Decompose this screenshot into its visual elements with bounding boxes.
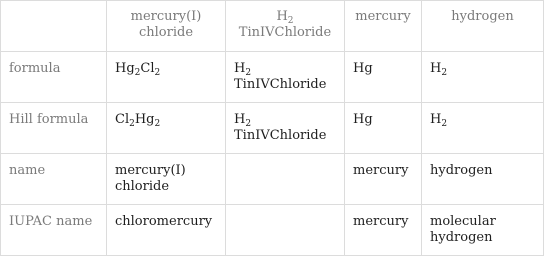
table-row: [1, 52, 544, 103]
column-header-h2-tinivchloride: [226, 1, 345, 52]
column-header-label-rest: TinIVChloride: [238, 25, 332, 40]
column-header-mercury-i-chloride: [107, 1, 226, 52]
subscript: 2: [441, 119, 448, 129]
cell-text: H: [234, 112, 246, 127]
cell-text: mercury(I) chloride: [115, 163, 186, 194]
row-label: IUPAC name: [1, 205, 107, 256]
table-cell: [107, 154, 226, 205]
cell-text: H: [430, 112, 442, 127]
table-cell: [345, 52, 422, 103]
table-row: [1, 103, 544, 154]
table-cell: [226, 205, 345, 256]
column-header-label: mercury: [355, 9, 411, 24]
row-label: Hill formula: [1, 103, 107, 154]
column-header-mercury: [345, 1, 422, 52]
subscript: 2: [245, 119, 252, 129]
subscript: 2: [154, 119, 161, 129]
row-label: formula: [1, 52, 107, 103]
column-header-label: mercury(I) chloride: [130, 9, 202, 40]
cell-text: TinIVChloride: [234, 128, 327, 143]
subscript: 2: [441, 68, 448, 78]
table-cell: [107, 103, 226, 154]
subscript: 2: [245, 68, 252, 78]
column-header-label: H: [276, 9, 288, 24]
cell-text: H: [430, 61, 442, 76]
table-cell: [345, 103, 422, 154]
table-cell: [226, 103, 345, 154]
table-body: [1, 52, 544, 256]
table-cell: [345, 205, 422, 256]
cell-text: Cl: [115, 112, 130, 127]
cell-text: hydrogen: [430, 163, 493, 178]
table-cell: [422, 103, 544, 154]
cell-text: Cl: [140, 61, 155, 76]
subscript: 2: [287, 16, 294, 26]
cell-text: molecular hydrogen: [430, 214, 496, 245]
column-header-hydrogen: [422, 1, 544, 52]
table-cell: [422, 205, 544, 256]
table-row: [1, 205, 544, 256]
table-cell: [226, 154, 345, 205]
table-cell: [422, 154, 544, 205]
table-row: [1, 154, 544, 205]
table-header-row: [1, 1, 544, 52]
cell-text: Hg: [353, 61, 373, 76]
cell-text: mercury: [353, 163, 409, 178]
cell-text: H: [234, 61, 246, 76]
cell-text: mercury: [353, 214, 409, 229]
table-cell: [345, 154, 422, 205]
subscript: 2: [154, 68, 161, 78]
column-header-label: hydrogen: [451, 9, 514, 24]
cell-text: Hg: [353, 112, 373, 127]
cell-text: Hg: [134, 112, 155, 127]
table-cell: [107, 52, 226, 103]
cell-text: TinIVChloride: [234, 77, 327, 92]
cell-text: Hg: [115, 61, 135, 76]
subscript: 2: [134, 68, 141, 78]
corner-cell: [1, 1, 107, 52]
table-cell: [226, 52, 345, 103]
table-cell: [107, 205, 226, 256]
subscript: 2: [129, 119, 135, 129]
table-cell: [422, 52, 544, 103]
cell-text: chloromercury: [115, 214, 213, 229]
row-label: name: [1, 154, 107, 205]
